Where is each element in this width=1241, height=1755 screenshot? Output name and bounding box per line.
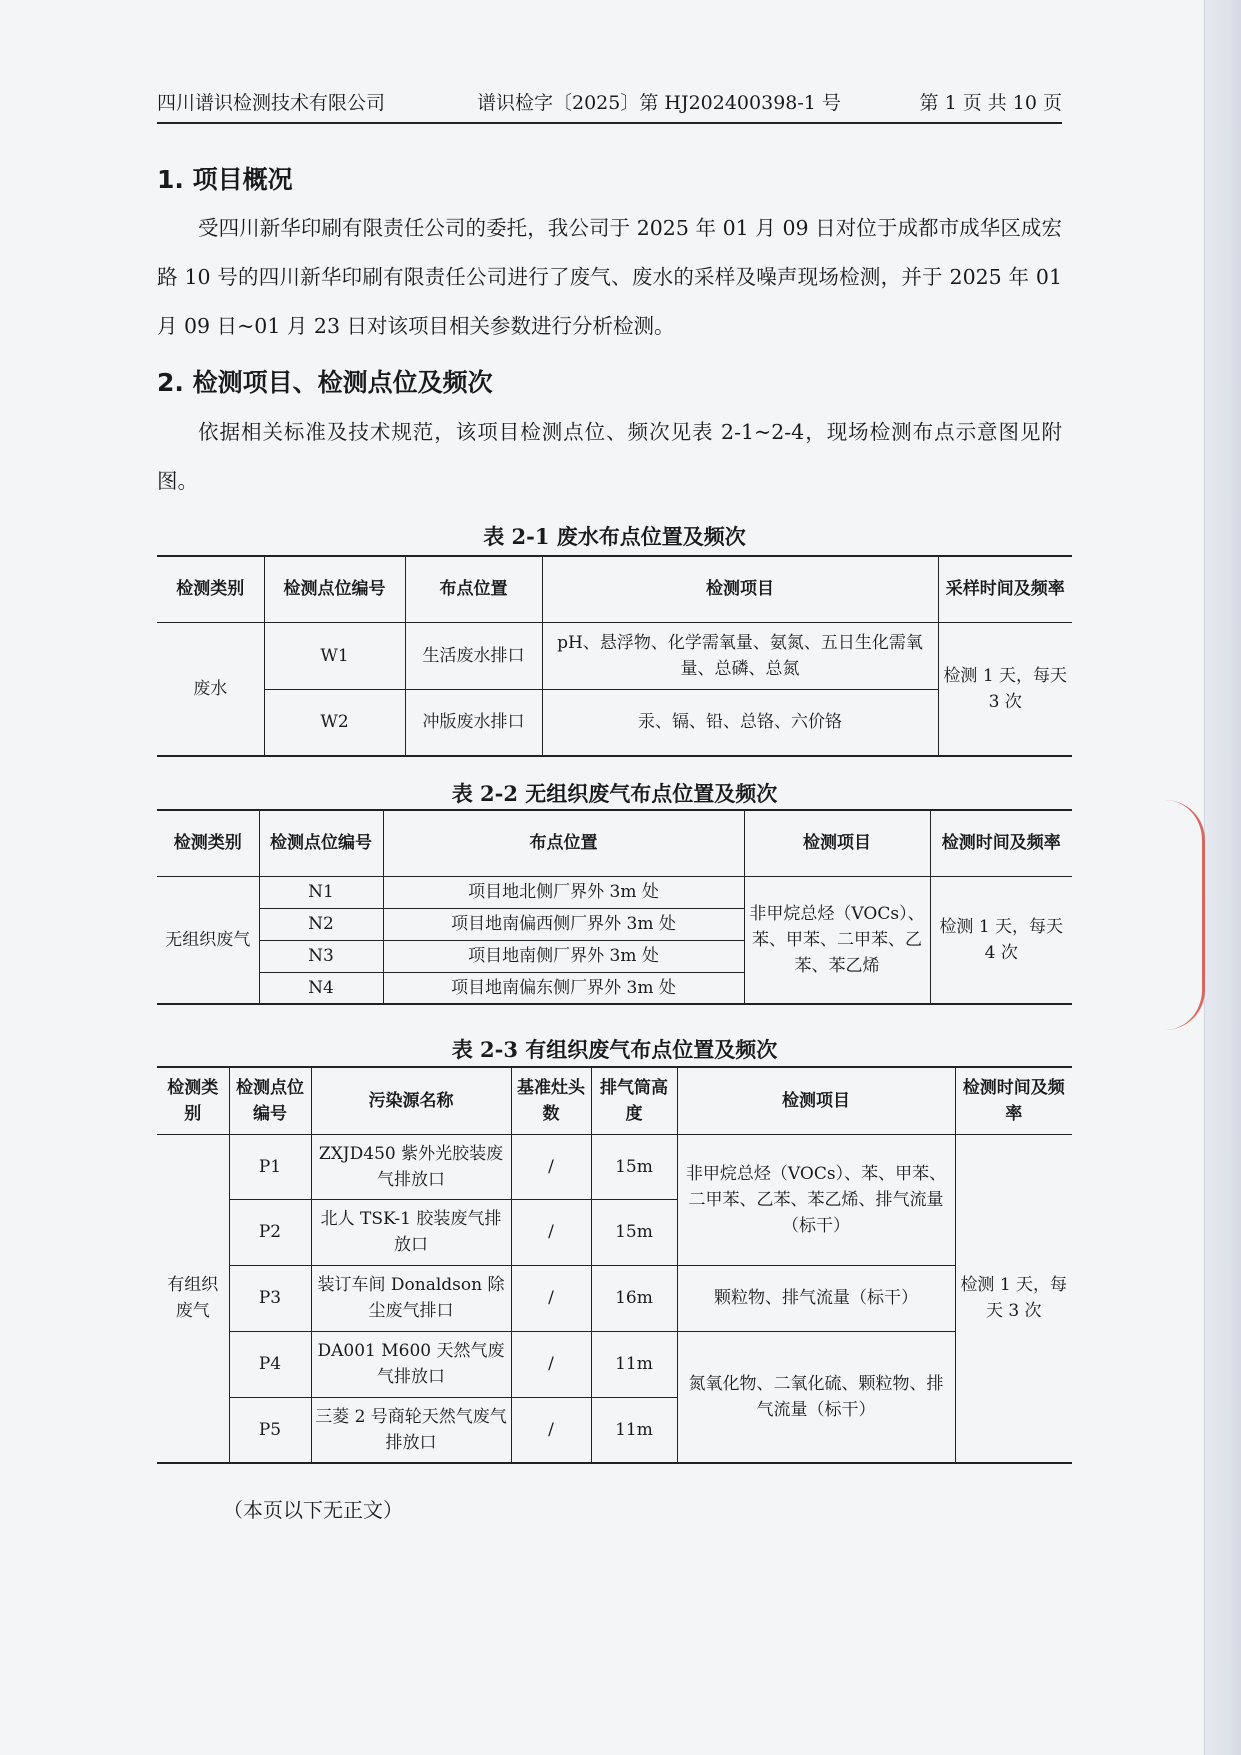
frequency-cell: 检测 1 天，每天 3 次	[955, 1134, 1072, 1463]
code-cell: N3	[259, 940, 383, 972]
table-header: 检测时间及频率	[955, 1067, 1072, 1134]
location-cell: 项目地南偏西侧厂界外 3m 处	[383, 908, 744, 940]
table-2-2-caption: 表 2-2 无组织废气布点位置及频次	[451, 781, 778, 806]
table-row	[157, 622, 1072, 689]
height-cell: 16m	[591, 1265, 677, 1331]
table-header: 检测时间及频率	[930, 810, 1072, 876]
category-cell: 废水	[157, 622, 264, 756]
table-header: 检测点位编号	[229, 1067, 311, 1134]
stoves-cell: /	[511, 1265, 591, 1331]
code-cell: P5	[229, 1397, 311, 1463]
category-cell: 无组织废气	[157, 876, 259, 1004]
items-cell: pH、悬浮物、化学需氧量、氨氮、五日生化需氧量、总磷、总氮	[542, 622, 938, 689]
code-cell: P2	[229, 1199, 311, 1265]
section-2-title: 2. 检测项目、检测点位及频次	[157, 368, 493, 397]
code-cell: W1	[264, 622, 405, 689]
frequency-cell: 检测 1 天，每天 3 次	[938, 622, 1072, 756]
table-header: 布点位置	[383, 810, 744, 876]
location-cell: 项目地南偏东侧厂界外 3m 处	[383, 972, 744, 1004]
location-cell: 项目地南侧厂界外 3m 处	[383, 940, 744, 972]
items-cell: 汞、镉、铅、总铬、六价铬	[542, 689, 938, 756]
seal-stamp	[1142, 800, 1205, 1030]
code-cell: P4	[229, 1331, 311, 1397]
stoves-cell: /	[511, 1397, 591, 1463]
table-header: 检测点位编号	[259, 810, 383, 876]
source-cell: 北人 TSK-1 胶装废气排放口	[311, 1199, 511, 1265]
table-header: 检测类别	[157, 556, 264, 622]
table-2-2	[157, 809, 1072, 1005]
stoves-cell: /	[511, 1331, 591, 1397]
table-header: 检测项目	[744, 810, 930, 876]
items-cell: 非甲烷总烃（VOCs）、苯、甲苯、二甲苯、乙苯、苯乙烯	[744, 876, 930, 1004]
table-header: 布点位置	[405, 556, 542, 622]
code-cell: N2	[259, 908, 383, 940]
location-cell: 项目地北侧厂界外 3m 处	[383, 876, 744, 908]
location-cell: 生活废水排口	[405, 622, 542, 689]
section-1-body: 受四川新华印刷有限责任公司的委托，我公司于 2025 年 01 月 09 日对位于成都市成华区成宏路 10 号的四川新华印刷有限责任公司进行了废气、废水的采样及噪声现场检测，并于 2025 年 01 月 09 日~01 月 23 日对该项目相关参数进行分析检测。	[157, 216, 1062, 338]
source-cell: 三菱 2 号商轮天然气废气排放口	[311, 1397, 511, 1463]
source-cell: 装订车间 Donaldson 除尘废气排口	[311, 1265, 511, 1331]
table-header: 检测项目	[542, 556, 938, 622]
height-cell: 15m	[591, 1199, 677, 1265]
table-header: 基准灶头数	[511, 1067, 591, 1134]
code-cell: W2	[264, 689, 405, 756]
items-cell: 颗粒物、排气流量（标干）	[677, 1265, 955, 1331]
table-2-3	[157, 1066, 1072, 1464]
header-report-number: 谱识检字〔2025〕第 HJ202400398-1 号	[477, 92, 841, 114]
table-header: 检测类别	[157, 1067, 229, 1134]
table-row	[157, 1265, 1072, 1331]
header-company: 四川谱识检测技术有限公司	[157, 92, 386, 114]
category-cell: 有组织废气	[157, 1134, 229, 1463]
page-edge	[1204, 0, 1241, 1755]
stoves-cell: /	[511, 1199, 591, 1265]
table-header: 检测类别	[157, 810, 259, 876]
table-row	[157, 1331, 1072, 1397]
table-header: 排气筒高度	[591, 1067, 677, 1134]
height-cell: 11m	[591, 1397, 677, 1463]
location-cell: 冲版废水排口	[405, 689, 542, 756]
code-cell: P3	[229, 1265, 311, 1331]
section-1-title: 1. 项目概况	[157, 165, 293, 194]
frequency-cell: 检测 1 天，每天 4 次	[930, 876, 1072, 1004]
items-cell: 非甲烷总烃（VOCs）、苯、甲苯、二甲苯、乙苯、苯乙烯、排气流量（标干）	[677, 1134, 955, 1265]
table-row	[157, 876, 1072, 908]
code-cell: N1	[259, 876, 383, 908]
table-row	[157, 689, 1072, 756]
code-cell: P1	[229, 1134, 311, 1199]
height-cell: 15m	[591, 1134, 677, 1199]
code-cell: N4	[259, 972, 383, 1004]
header-page-number: 第 1 页 共 10 页	[919, 92, 1062, 114]
section-2-body: 依据相关标准及技术规范，该项目检测点位、频次见表 2-1~2-4，现场检测布点示意图见附图。	[157, 420, 1062, 493]
source-cell: DA001 M600 天然气废气排放口	[311, 1331, 511, 1397]
table-row	[157, 1134, 1072, 1199]
height-cell: 11m	[591, 1331, 677, 1397]
table-header: 检测项目	[677, 1067, 955, 1134]
table-2-3-caption: 表 2-3 有组织废气布点位置及频次	[451, 1037, 778, 1062]
end-of-text-note: （本页以下无正文）	[223, 1498, 403, 1522]
table-header: 污染源名称	[311, 1067, 511, 1134]
table-2-1	[157, 555, 1072, 757]
table-header: 检测点位编号	[264, 556, 405, 622]
table-header: 采样时间及频率	[938, 556, 1072, 622]
page-header	[157, 84, 1062, 124]
items-cell: 氮氧化物、二氧化硫、颗粒物、排气流量（标干）	[677, 1331, 955, 1463]
stoves-cell: /	[511, 1134, 591, 1199]
table-2-1-caption: 表 2-1 废水布点位置及频次	[483, 524, 746, 549]
source-cell: ZXJD450 紫外光胶装废气排放口	[311, 1134, 511, 1199]
